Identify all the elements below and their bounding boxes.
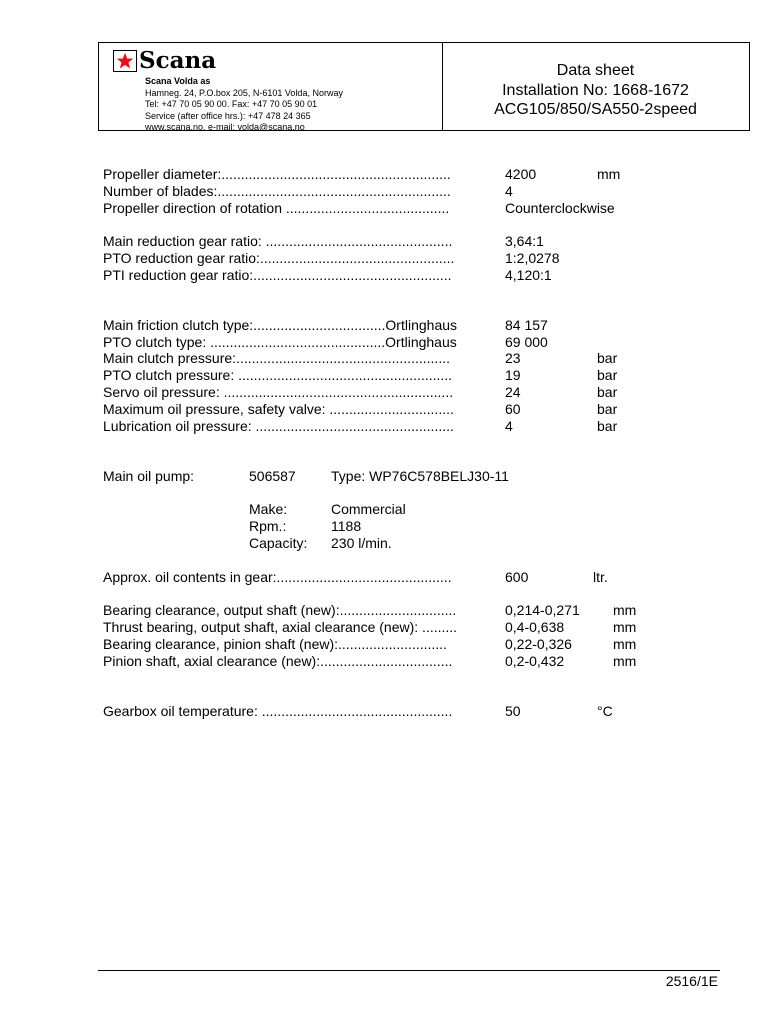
row-label: Number of blades:............................................................ [103, 183, 451, 199]
row-label: Main friction clutch type:..................................Ortlinghaus [103, 317, 458, 333]
company-service: Service (after office hrs.): +47 478 24 365 [145, 110, 311, 121]
row-unit: mm [613, 602, 637, 618]
row-value: 0,214-0,271 [505, 602, 580, 618]
footer-divider [98, 970, 720, 971]
row-label: Bearing clearance, output shaft (new):.............................. [103, 602, 457, 618]
row-value: 4200 [505, 166, 537, 182]
row-label: Main clutch pressure:....................................................... [103, 350, 450, 366]
company-info [145, 76, 343, 134]
row-value: 600 [505, 569, 529, 585]
row-label: Main reduction gear ratio: ................................................ [103, 233, 453, 249]
pump-type: Type: WP76C578BELJ30-11 [331, 468, 509, 484]
company-web: www.scana.no, e-mail: volda@scana.no [145, 122, 305, 132]
row-unit: °C [597, 703, 613, 719]
row-value: 0,4-0,638 [505, 619, 565, 635]
rpm-label: Rpm.: [249, 518, 287, 534]
row-label: Maximum oil pressure, safety valve: ................................ [103, 401, 454, 417]
model-no: ACG105/850/SA550-2speed [494, 101, 697, 118]
row-unit: mm [613, 619, 637, 635]
row-unit: mm [613, 636, 637, 652]
row-label: Propeller diameter:........................................................... [103, 166, 451, 182]
row-value: 3,64:1 [505, 233, 544, 249]
header-box [98, 42, 750, 131]
row-label: PTO clutch type: .............................................Ortlinghaus [103, 334, 457, 350]
row-label: PTO clutch pressure: ....................................................... [103, 367, 453, 383]
row-unit: bar [597, 350, 618, 366]
row-unit: mm [597, 166, 621, 182]
row-unit: mm [613, 653, 637, 669]
row-value: 69 000 [505, 334, 548, 350]
row-label: PTI reduction gear ratio:................................................... [103, 267, 452, 283]
row-value: 0,22-0,326 [505, 636, 572, 652]
row-unit: bar [597, 367, 618, 383]
row-value: 1:2,0278 [505, 250, 560, 266]
row-value: 19 [505, 367, 521, 383]
row-label: PTO reduction gear ratio:.................................................. [103, 250, 455, 266]
row-value: Counterclockwise [505, 200, 615, 216]
company-block [99, 43, 443, 130]
row-unit: bar [597, 418, 618, 434]
row-label: Servo oil pressure: ........................................................... [103, 384, 454, 400]
brand-name: Scana [139, 47, 217, 74]
star-icon [113, 50, 137, 72]
row-label: Approx. oil contents in gear:............................................. [103, 569, 452, 585]
row-unit: ltr. [593, 569, 608, 585]
row-label: Lubrication oil pressure: ................................................... [103, 418, 454, 434]
row-value: 60 [505, 401, 521, 417]
installation-no: Installation No: 1668-1672 [502, 81, 689, 99]
pump-number: 506587 [249, 468, 296, 484]
row-value: 4,120:1 [505, 267, 552, 283]
row-label: Gearbox oil temperature: ................................................. [103, 703, 453, 719]
row-unit: bar [597, 384, 618, 400]
title-block [442, 43, 749, 130]
row-value: 84 157 [505, 317, 548, 333]
doc-title: Data sheet [556, 62, 635, 79]
row-value: 24 [505, 384, 521, 400]
pump-label: Main oil pump: [103, 468, 195, 484]
row-value: 50 [505, 703, 521, 719]
company-address: Hamneg. 24, P.O.box 205, N-6101 Volda, Norway [145, 87, 343, 98]
capacity-value: 230 l/min. [331, 535, 392, 551]
row-value: 4 [505, 183, 513, 199]
document-number: 2516/1E [665, 973, 718, 989]
row-value: 4 [505, 418, 513, 434]
scana-logo [113, 49, 216, 73]
row-value: 23 [505, 350, 521, 366]
row-unit: bar [597, 401, 618, 417]
make-value: Commercial [331, 501, 406, 517]
capacity-label: Capacity: [249, 535, 308, 551]
rpm-value: 1188 [331, 518, 362, 534]
row-label: Bearing clearance, pinion shaft (new):............................ [103, 636, 447, 652]
company-name: Scana Volda as [145, 76, 211, 86]
make-label: Make: [249, 501, 288, 517]
row-label: Thrust bearing, output shaft, axial clearance (new): ......... [103, 619, 458, 635]
row-value: 0,2-0,432 [505, 653, 565, 669]
row-label: Pinion shaft, axial clearance (new):.................................. [103, 653, 453, 669]
row-label: Propeller direction of rotation .......................................... [103, 200, 450, 216]
company-phone: Tel: +47 70 05 90 00. Fax: +47 70 05 90 01 [145, 99, 318, 109]
